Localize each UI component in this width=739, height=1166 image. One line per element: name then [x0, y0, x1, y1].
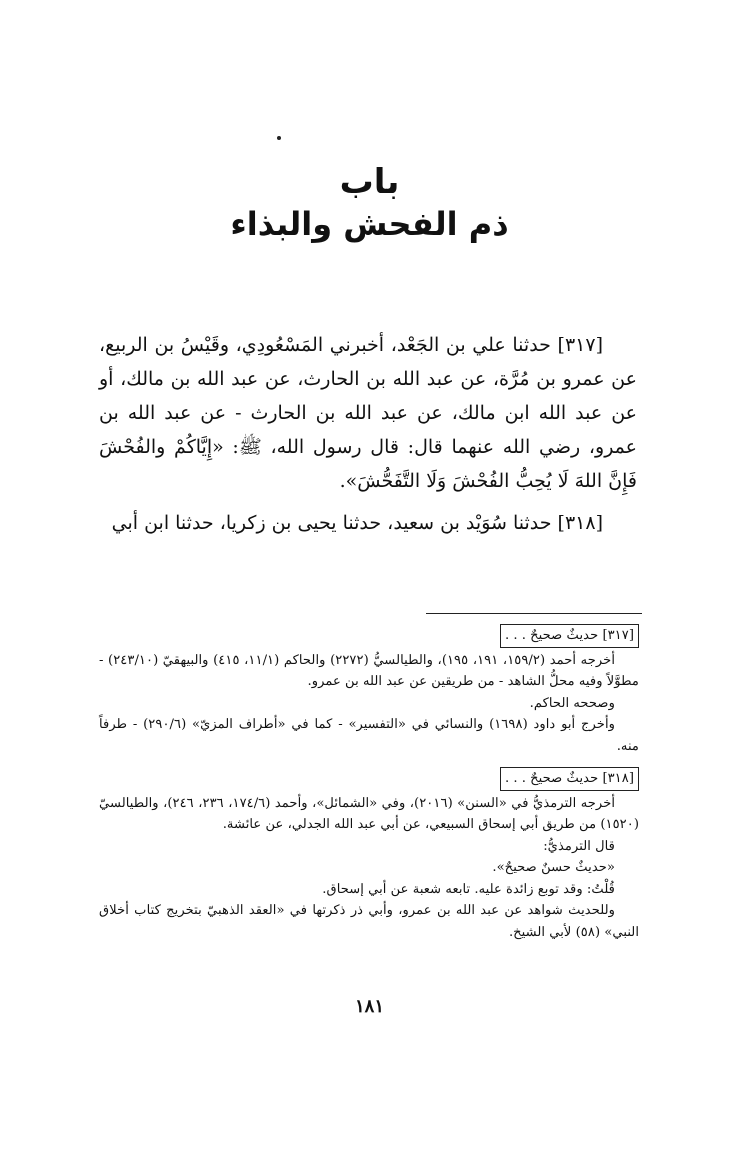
chapter-label: باب	[339, 162, 400, 202]
note-317	[99, 622, 639, 757]
print-speck	[277, 136, 281, 140]
hadith-318: [٣١٨] حدثنا سُوَيْد بن سعيد، حدثنا يحيى بن زكريا، حدثنا ابن أبي	[111, 512, 603, 534]
note-318-head: [٣١٨] حديثٌ صحيحٌ . . .	[500, 767, 639, 791]
footnotes	[99, 622, 639, 943]
chapter-title: ذم الفحش والبذاء	[230, 205, 509, 243]
note-317-head: [٣١٧] حديثٌ صحيحٌ . . .	[500, 624, 639, 648]
note-317-line: وأخرج أبو داود (١٦٩٨) والنسائي في «التفسير» - كما في «أطراف المزيّ» (٢٩٠/٦) - طرفاً منه.	[99, 717, 639, 754]
note-318	[99, 765, 639, 943]
note-317-line: أخرجه أحمد (١٥٩/٢، ١٩١، ١٩٥)، والطيالسيُّ (٢٢٧٢) والحاكم (١١/١، ٤١٥) والبيهقيّ (٢٤٣/١٠) - مطوَّلاً وفيه محلُّ الشاهد - من طريقين عن عبد الله بن عمرو.	[99, 652, 639, 689]
note-318-line: قُلْتُ: وقد توبع زائدة عليه. تابعه شعبة عن أبي إسحاق.	[322, 881, 615, 897]
note-318-line: قال الترمذيُّ:	[543, 838, 615, 854]
note-318-line: أخرجه الترمذيُّ في «السنن» (٢٠١٦)، وفي «الشمائل»، وأحمد (١٧٤/٦، ٢٣٦، ٢٤٦)، والطيالسيّ (١٥٢٠) من طريق أبي إسحاق السبيعي، عن أبي عبد الله الجدلي، عن عائشة.	[99, 795, 639, 832]
note-318-line: وللحديث شواهد عن عبد الله بن عمرو، وأبي ذر ذكرتها في «العقد الذهبيّ بتخريج كتاب أخلاق النبي» (٥٨) لأبي الشيخ.	[99, 903, 639, 940]
page-number: ١٨١	[354, 996, 384, 1017]
footnote-separator	[426, 613, 642, 614]
note-318-line: «حديثٌ حسنٌ صحيحٌ».	[492, 860, 615, 875]
main-text	[99, 328, 637, 540]
note-317-line: وصححه الحاكم.	[529, 695, 615, 711]
hadith-317: [٣١٧] حدثنا علي بن الجَعْد، أخبرني المَسْعُودِي، وقَيْسُ بن الربيع، عن عمرو بن مُرَّة، عن عبد الله بن الحارث، عن عبد الله بن مالك، أو عن عبد الله ابن مالك، عن عبد الله بن الحارث - عن عبد الله بن عمرو، رضي الله عنهما قال: قال رسول الله، ﷺ: «إِيَّاكُمْ والفُحْشَ فَإِنَّ اللهَ لَا يُحِبُّ الفُحْشَ وَلَا التَّفَحُّشَ».	[99, 334, 637, 492]
